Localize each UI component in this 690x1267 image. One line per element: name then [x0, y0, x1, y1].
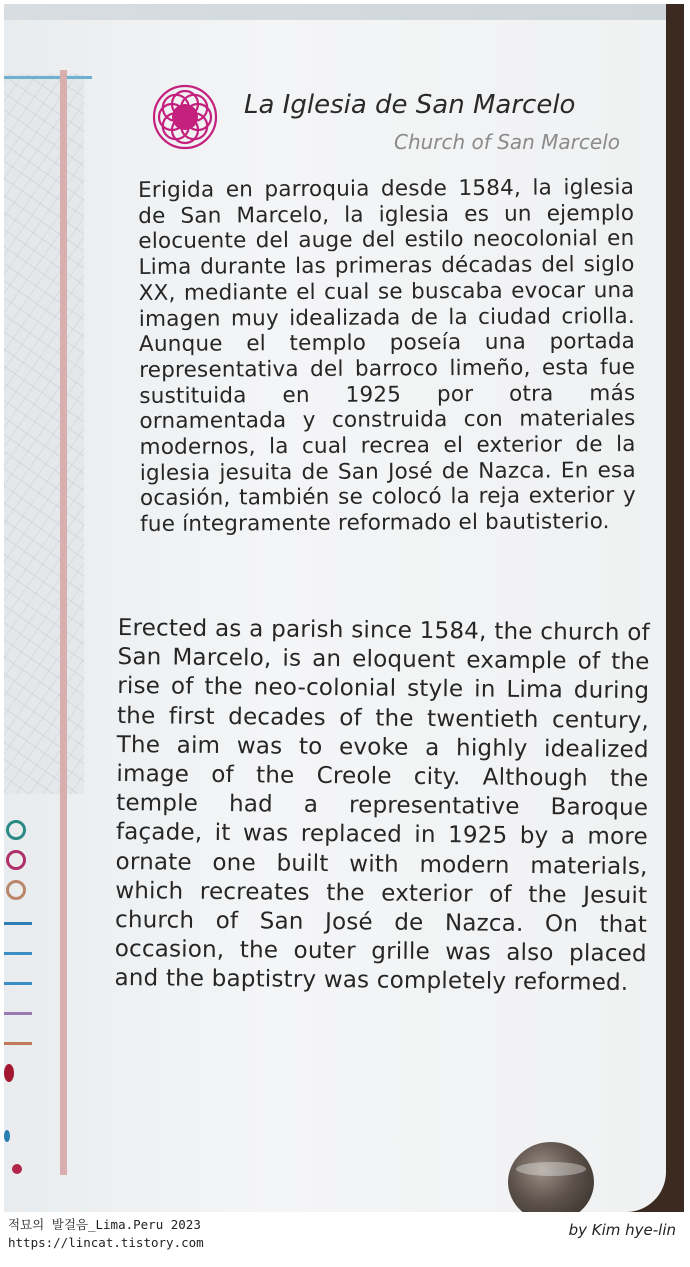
map-route-line — [4, 76, 92, 79]
blog-title: 적묘의 발걸음_Lima.Peru 2023 — [8, 1217, 201, 1232]
sign-board — [4, 4, 666, 1212]
watermark-left — [8, 1216, 204, 1252]
spanish-description: Erigida en parroquia desde 1584, la iglesia de San Marcelo, la iglesia es un ejemplo elocuente del auge del estilo neocolonial en Lima durante las primeras décadas del siglo XX, mediante el cual se buscaba evocar una imagen muy idealizada de la ciudad criolla. Aunque el templo poseía una portada representativa del barroco limeño, esta fue sustituida en 1925 por otra más ornamentada y construida con materiales modernos, la cual recrea el exterior de la iglesia jesuita de San José de Nazca. En esa ocasión, también se colocó la reja exterior y fue íntegramente reformado el bautisterio. — [138, 174, 637, 538]
legend-brown-ring-icon — [6, 880, 26, 900]
sign-subtitle: Church of San Marcelo — [393, 130, 620, 154]
city-map-fragment — [4, 74, 84, 794]
legend-blue-line — [4, 922, 32, 925]
legend-blue-line — [4, 982, 32, 985]
sign-frame — [4, 4, 684, 1212]
legend-red-dot-icon — [12, 1164, 22, 1174]
divider-bar — [60, 70, 67, 1175]
top-strip — [4, 4, 666, 20]
map-legend — [4, 812, 44, 1192]
legend-orange-line — [4, 1042, 32, 1045]
legend-blue-marker-icon — [4, 1130, 10, 1142]
legend-blue-line — [4, 952, 32, 955]
legend-purple-line — [4, 1012, 32, 1015]
mounting-bolt — [508, 1142, 594, 1212]
legend-magenta-ring-icon — [6, 850, 26, 870]
english-description: Erected as a parish since 1584, the church of San Marcelo, is an eloquent example of the rise of the neo-colonial style in Lima during the first decades of the twentieth century, The aim was to evoke a highly idealized image of the Creole city. Although the temple had a representative Baroque façade, it was replaced in 1925 by a more ornate one built with modern materials, which recreates the exterior of the Jesuit church of San José de Nazca. On that occasion, the outer grille was also placed and the baptistry was completely reformed. — [114, 614, 650, 997]
rosette-logo-icon — [152, 84, 218, 150]
legend-red-marker-icon — [4, 1064, 14, 1082]
blog-url: https://lincat.tistory.com — [8, 1235, 204, 1250]
sign-title: La Iglesia de San Marcelo — [244, 90, 576, 120]
legend-teal-ring-icon — [6, 820, 26, 840]
photo-credit: by Kim hye-lin — [568, 1221, 676, 1239]
